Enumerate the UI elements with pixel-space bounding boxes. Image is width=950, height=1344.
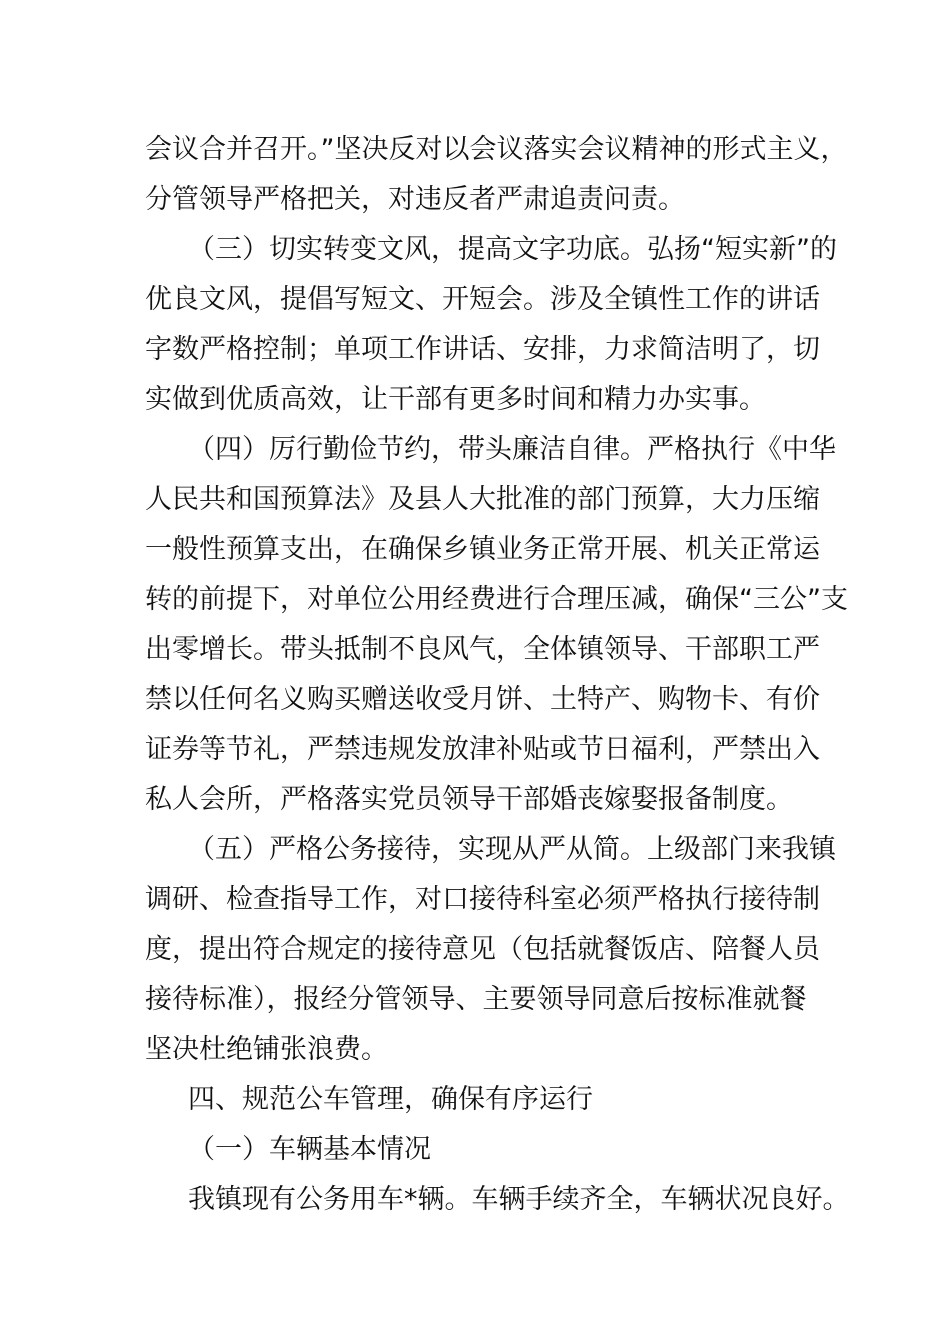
text-line: 一般性预算支出，在确保乡镇业务正常开展、机关正常运 <box>145 534 820 565</box>
chapter-heading: 四、规范公车管理，确保有序运行 <box>188 1084 593 1115</box>
text-line: 禁以任何名义购买赠送收受月饼、土特产、购物卡、有价 <box>145 684 820 715</box>
text-line: 出零增长。带头抵制不良风气，全体镇领导、干部职工严 <box>145 634 820 665</box>
text-line: 会议合并召开。”坚决反对以会议落实会议精神的形式主义， <box>145 134 848 165</box>
subsection-heading: （一）车辆基本情况 <box>188 1134 431 1165</box>
text-line: 优良文风，提倡写短文、开短会。涉及全镇性工作的讲话 <box>145 284 820 315</box>
section-heading-line: （四）厉行勤俭节约，带头廉洁自律。严格执行《中华 <box>188 434 836 465</box>
text-line: 私人会所，严格落实党员领导干部婚丧嫁娶报备制度。 <box>145 784 793 815</box>
section-heading-line: （五）严格公务接待，实现从严从简。上级部门来我镇 <box>188 834 836 865</box>
text-line: 证券等节礼，严禁违规发放津补贴或节日福利，严禁出入 <box>145 734 820 765</box>
text-line: 分管领导严格把关，对违反者严肃追责问责。 <box>145 184 685 215</box>
text-line: 坚决杜绝铺张浪费。 <box>145 1034 388 1065</box>
text-line: 度，提出符合规定的接待意见（包括就餐饭店、陪餐人员 <box>145 934 820 965</box>
text-line: 实做到优质高效，让干部有更多时间和精力办实事。 <box>145 384 766 415</box>
text-line: 接待标准），报经分管领导、主要领导同意后按标准就餐 <box>145 984 807 1015</box>
text-line: 我镇现有公务用车*辆。车辆手续齐全，车辆状况良好。 <box>188 1184 850 1215</box>
text-line: 字数严格控制；单项工作讲话、安排，力求简洁明了，切 <box>145 334 820 365</box>
section-heading-line: （三）切实转变文风，提高文字功底。弘扬“短实新”的 <box>188 234 837 265</box>
text-line: 人民共和国预算法》及县人大批准的部门预算，大力压缩 <box>145 484 820 515</box>
text-line: 调研、检查指导工作，对口接待科室必须严格执行接待制 <box>145 884 820 915</box>
text-line: 转的前提下，对单位公用经费进行合理压减，确保“三公”支 <box>145 584 848 615</box>
